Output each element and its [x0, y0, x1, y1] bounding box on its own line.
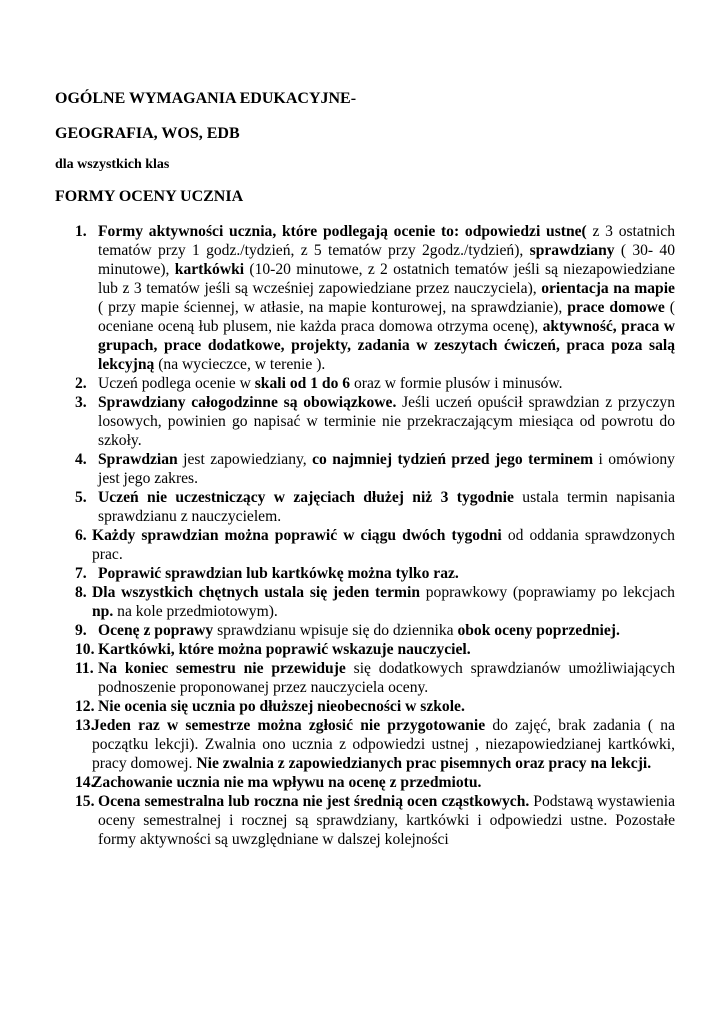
list-item-number: 5.	[75, 489, 87, 506]
bold-text: Zachowanie ucznia nie ma wpływu na ocenę z przedmiotu.	[92, 774, 482, 791]
list-item-number: 13.	[75, 717, 95, 734]
bold-text: obok oceny poprzedniej.	[457, 622, 620, 639]
bold-text: Formy aktywności ucznia, które podlegają ocenie to: odpowiedzi ustne(	[98, 223, 587, 240]
list-item	[75, 488, 675, 526]
text: oraz w formie plusów i minusów.	[350, 375, 563, 392]
bold-text: prace domowe	[567, 299, 665, 316]
bold-text: Dla wszystkich chętnych ustala się jeden termin	[92, 584, 420, 601]
list-item-number: 7.	[75, 565, 87, 582]
list-item	[75, 659, 675, 697]
text: Uczeń podlega ocenie w	[98, 375, 255, 392]
text: sprawdzianu wpisuje się do dziennika	[213, 622, 458, 639]
list-item-number: 15.	[75, 793, 95, 810]
list-item	[75, 222, 675, 374]
list-item-number: 14.	[75, 774, 95, 791]
list-item	[75, 716, 675, 773]
text: ( 30- 40 minutowe),	[98, 242, 675, 278]
list-item-number: 11.	[75, 660, 94, 677]
rules-list	[75, 222, 675, 849]
bold-text: Sprawdzian	[98, 451, 178, 468]
bold-text: Poprawić sprawdzian lub kartkówkę można tylko raz.	[98, 565, 459, 582]
list-item-number: 3.	[75, 394, 87, 411]
list-item-number: 12.	[75, 698, 95, 715]
bold-text: Nie ocenia się ucznia po dłuższej nieobecności w szkole.	[98, 698, 465, 715]
list-item-number: 6.	[75, 527, 87, 544]
list-item	[75, 640, 675, 659]
text: ustala termin napisania sprawdzianu z nauczycielem.	[98, 489, 675, 525]
list-item	[75, 621, 675, 640]
list-item-number: 4.	[75, 451, 87, 468]
text: jest zapowiedziany,	[177, 451, 313, 468]
bold-text: Sprawdziany całogodzinne są obowiązkowe.	[98, 394, 397, 411]
bold-text: Każdy sprawdzian można poprawić w ciągu dwóch tygodni	[92, 527, 502, 544]
list-item	[75, 374, 675, 393]
document-title: OGÓLNE WYMAGANIA EDUKACYJNE-	[55, 90, 357, 107]
text: (na wycieczce, w terenie ).	[154, 356, 326, 373]
bold-text: orientacja na mapie	[541, 280, 675, 297]
bold-text: Ocenę z poprawy	[98, 622, 214, 639]
bold-text: Nie zwalnia z zapowiedzianych prac pisemnych oraz pracy na lekcji.	[196, 755, 652, 772]
list-item-number: 9.	[75, 622, 87, 639]
list-item	[75, 773, 675, 792]
bold-text: aktywność, praca w grupach, prace dodatkowe, projekty, zadania w zeszytach ćwiczeń, praca poza salą lekcyjną	[98, 318, 675, 373]
list-item	[75, 583, 675, 621]
document-subjects: GEOGRAFIA, WOS, EDB	[55, 125, 240, 142]
list-item	[75, 450, 675, 488]
bold-text: sprawdziany	[529, 242, 615, 259]
bold-text: Ocena semestralna lub roczna nie jest średnią ocen cząstkowych.	[98, 793, 530, 810]
list-item	[75, 564, 675, 583]
list-item-number: 2.	[75, 375, 87, 392]
list-item-number: 8.	[75, 584, 87, 601]
bold-text: Kartkówki, które można poprawić wskazuje nauczyciel.	[98, 641, 471, 658]
text: ( oceniane oceną łub plusem, nie każda praca domowa otrzyma ocenę),	[98, 299, 676, 335]
text: do zajęć, brak zadania ( na początku lekcji). Zwalnia ono ucznia z odpowiedzi ustnej , niezapowiedzianej kartkówki, pracy domowej.	[92, 717, 675, 772]
bold-text: Na koniec semestru nie przewiduje	[98, 660, 346, 677]
text: i omówiony jest jego zakres.	[98, 451, 675, 487]
bold-text: Jeden raz w semestrze można zgłosić nie przygotowanie	[92, 717, 486, 734]
bold-text: kartkówki	[174, 261, 245, 278]
text: (10-20 minutowe, z 2 ostatnich tematów jeśli są niezapowiedziane lub z 3 tematów jeśli są wcześniej zapowiedziane przez nauczyciela),	[98, 261, 675, 297]
list-item-number: 10.	[75, 641, 95, 658]
text: Jeśli uczeń opuścił sprawdzian z przyczyn losowych, powinien go napisać w terminie nie przekraczającym miesiąca od powrotu do szkoły.	[98, 394, 676, 449]
text: poprawkowy (poprawiamy po lekcjach	[420, 584, 675, 601]
bold-text: Uczeń nie uczestniczący w zajęciach dłużej niż 3 tygodnie	[98, 489, 514, 506]
text: się dodatkowych sprawdzianów umożliwiających podnoszenie proponowanej przez nauczyciela oceny.	[98, 660, 675, 696]
section-heading: FORMY OCENY UCZNIA	[55, 188, 244, 205]
list-item	[75, 697, 675, 716]
text: od oddania sprawdzonych prac.	[92, 527, 675, 563]
list-item	[75, 792, 675, 849]
list-item	[75, 526, 675, 564]
bold-text: co najmniej tydzień przed jego terminem	[312, 451, 594, 468]
list-item-number: 1.	[75, 223, 87, 240]
bold-text: np.	[92, 603, 114, 620]
bold-text: skali od 1 do 6	[254, 375, 351, 392]
text: z 3 ostatnich tematów przy 1 godz./tydzień, z 5 tematów przy 2godz./tydzień),	[98, 223, 675, 259]
text: Podstawą wystawienia oceny semestralnej i rocznej są sprawdziany, kartkówki i odpowiedzi ustne. Pozostałe formy aktywności są uwzględniane w dalszej kolejności	[98, 793, 676, 848]
text: na kole przedmiotowym).	[113, 603, 278, 620]
text: ( przy mapie ściennej, w atłasie, na mapie konturowej, na sprawdzianie),	[98, 299, 568, 316]
document-audience: dla wszystkich klas	[55, 157, 170, 172]
list-item	[75, 393, 675, 450]
